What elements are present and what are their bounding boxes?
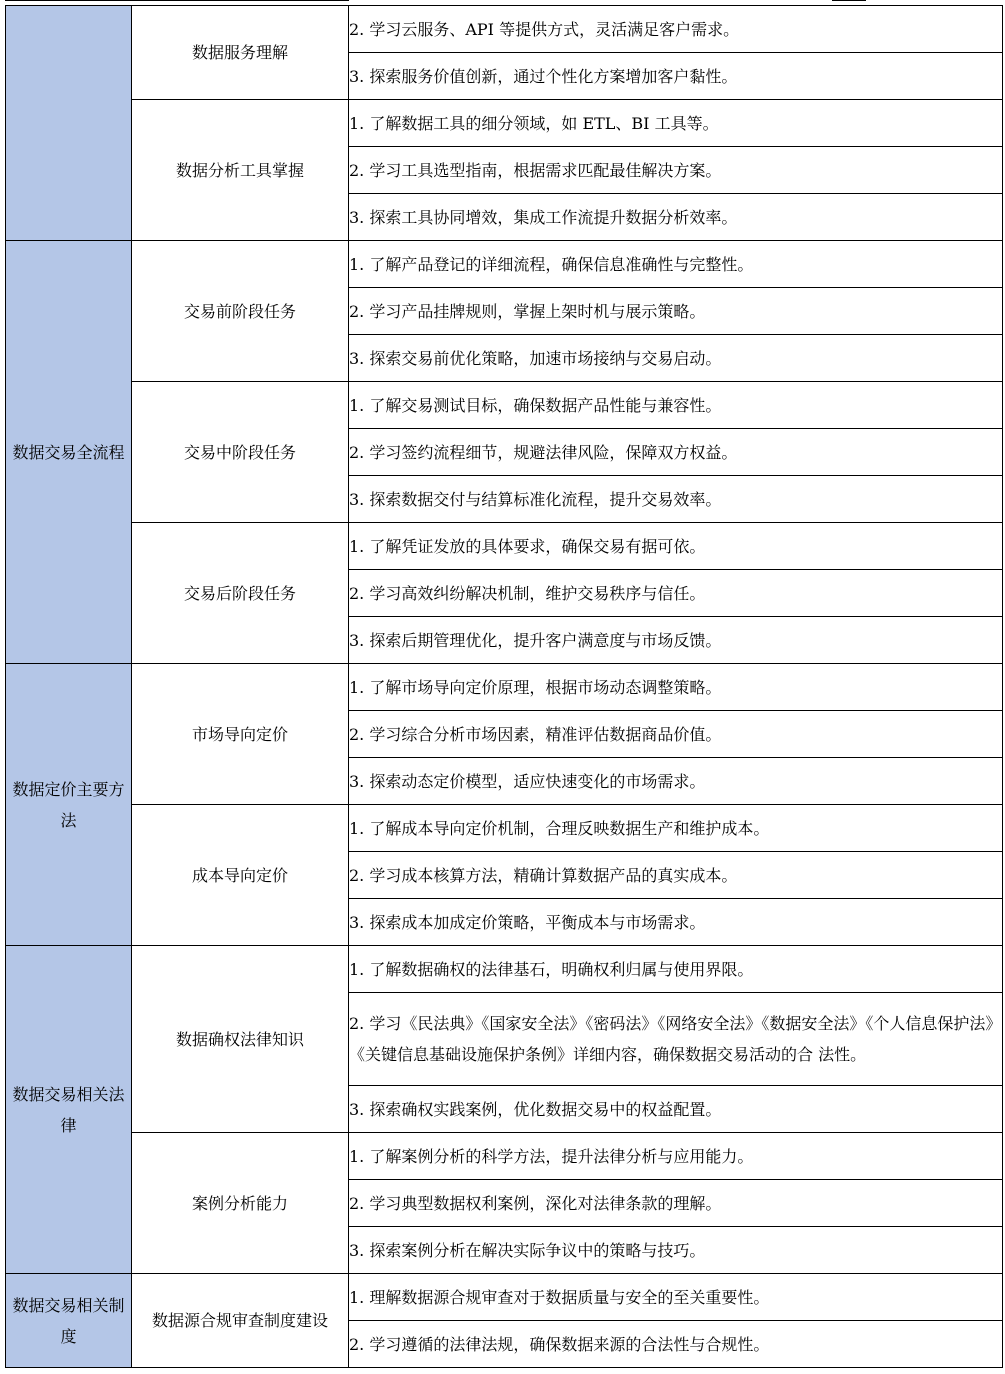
- task-cell: 3. 探索后期管理优化，提升客户满意度与市场反馈。: [349, 617, 1003, 664]
- task-cell: 1. 了解案例分析的科学方法，提升法律分析与应用能力。: [349, 1133, 1003, 1180]
- task-cell: 3. 探索交易前优化策略，加速市场接纳与交易启动。: [349, 335, 1003, 382]
- task-cell: 1. 了解产品登记的详细流程，确保信息准确性与完整性。: [349, 241, 1003, 288]
- task-cell: 2. 学习《民法典》《国家安全法》《密码法》《网络安全法》《数据安全法》《个人信息保护法》《关键信息基础设施保护条例》详细内容，确保数据交易活动的合 法性。: [349, 993, 1003, 1086]
- table-row: [6, 382, 1003, 429]
- table-row: [6, 523, 1003, 570]
- task-cell: 3. 探索动态定价模型，适应快速变化的市场需求。: [349, 758, 1003, 805]
- table-top-border-left: [5, 0, 349, 1]
- subcategory-cell: 案例分析能力: [132, 1133, 349, 1274]
- category-cell: 数据交易相关制度: [6, 1274, 132, 1368]
- subcategory-cell: 成本导向定价: [132, 805, 349, 946]
- task-cell: 1. 了解成本导向定价机制，合理反映数据生产和维护成本。: [349, 805, 1003, 852]
- table-top-border-right: [832, 0, 866, 1]
- table-row: [6, 664, 1003, 711]
- table-row: [6, 805, 1003, 852]
- category-cell: 数据交易相关法律: [6, 946, 132, 1274]
- task-cell: 3. 探索数据交付与结算标准化流程，提升交易效率。: [349, 476, 1003, 523]
- task-cell: 3. 探索确权实践案例，优化数据交易中的权益配置。: [349, 1086, 1003, 1133]
- subcategory-cell: 数据源合规审查制度建设: [132, 1274, 349, 1368]
- category-cell: 数据交易全流程: [6, 241, 132, 664]
- curriculum-table: [5, 5, 1003, 1368]
- subcategory-cell: 数据服务理解: [132, 6, 349, 100]
- task-cell: 1. 理解数据源合规审查对于数据质量与安全的至关重要性。: [349, 1274, 1003, 1321]
- task-cell: 3. 探索服务价值创新，通过个性化方案增加客户黏性。: [349, 53, 1003, 100]
- category-cell: [6, 6, 132, 241]
- task-cell: 1. 了解数据工具的细分领域，如 ETL、BI 工具等。: [349, 100, 1003, 147]
- task-cell: 3. 探索工具协同增效，集成工作流提升数据分析效率。: [349, 194, 1003, 241]
- category-cell: 数据定价主要方法: [6, 664, 132, 946]
- task-cell: 2. 学习遵循的法律法规，确保数据来源的合法性与合规性。: [349, 1321, 1003, 1368]
- subcategory-cell: 数据分析工具掌握: [132, 100, 349, 241]
- task-cell: 2. 学习综合分析市场因素，精准评估数据商品价值。: [349, 711, 1003, 758]
- subcategory-cell: 数据确权法律知识: [132, 946, 349, 1133]
- task-cell: 2. 学习云服务、API 等提供方式，灵活满足客户需求。: [349, 6, 1003, 53]
- task-cell: 2. 学习签约流程细节，规避法律风险，保障双方权益。: [349, 429, 1003, 476]
- curriculum-table-container: [5, 5, 1003, 1368]
- subcategory-cell: 市场导向定价: [132, 664, 349, 805]
- table-row: [6, 241, 1003, 288]
- task-cell: 2. 学习高效纠纷解决机制，维护交易秩序与信任。: [349, 570, 1003, 617]
- task-cell: 3. 探索成本加成定价策略，平衡成本与市场需求。: [349, 899, 1003, 946]
- task-cell: 2. 学习产品挂牌规则，掌握上架时机与展示策略。: [349, 288, 1003, 335]
- table-row: [6, 946, 1003, 993]
- table-row: [6, 1133, 1003, 1180]
- task-cell: 1. 了解市场导向定价原理，根据市场动态调整策略。: [349, 664, 1003, 711]
- task-cell: 1. 了解凭证发放的具体要求，确保交易有据可依。: [349, 523, 1003, 570]
- table-row: [6, 6, 1003, 53]
- task-cell: 1. 了解数据确权的法律基石，明确权利归属与使用界限。: [349, 946, 1003, 993]
- subcategory-cell: 交易前阶段任务: [132, 241, 349, 382]
- task-cell: 1. 了解交易测试目标，确保数据产品性能与兼容性。: [349, 382, 1003, 429]
- subcategory-cell: 交易后阶段任务: [132, 523, 349, 664]
- task-cell: 2. 学习工具选型指南，根据需求匹配最佳解决方案。: [349, 147, 1003, 194]
- task-cell: 2. 学习成本核算方法，精确计算数据产品的真实成本。: [349, 852, 1003, 899]
- table-row: [6, 100, 1003, 147]
- task-cell: 3. 探索案例分析在解决实际争议中的策略与技巧。: [349, 1227, 1003, 1274]
- table-row: [6, 1274, 1003, 1321]
- task-cell: 2. 学习典型数据权利案例，深化对法律条款的理解。: [349, 1180, 1003, 1227]
- subcategory-cell: 交易中阶段任务: [132, 382, 349, 523]
